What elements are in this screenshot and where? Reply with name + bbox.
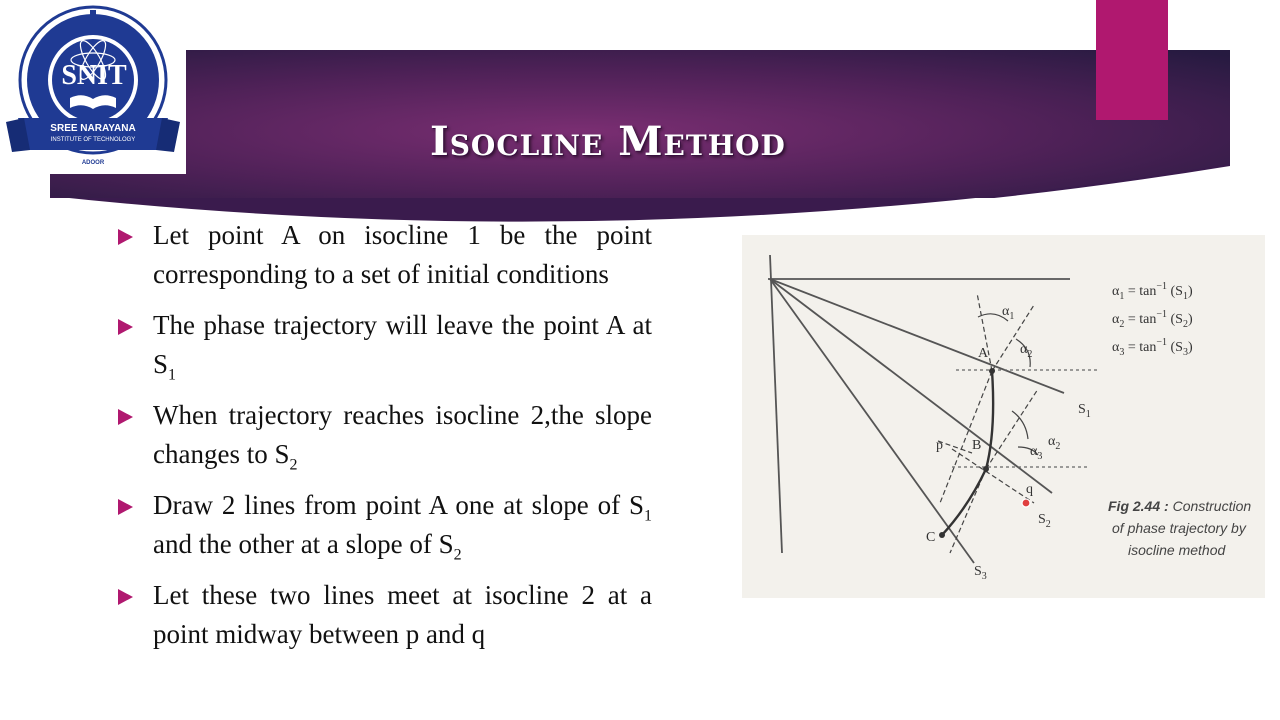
logo-place: ADOOR xyxy=(81,160,105,166)
bullet-arrow-icon xyxy=(118,319,133,335)
figure-caption-line3: isocline method xyxy=(1128,542,1226,558)
point-p-label: p xyxy=(936,438,943,453)
alpha1-label: $\alpha_1$ xyxy=(1002,304,1015,322)
logo-ring-text xyxy=(0,0,1,1)
bullet-item: Draw 2 lines from point A one at slope of $S_1$ and the other at a slope of $S_2$ xyxy=(118,486,652,563)
logo-abbrev: SNIT xyxy=(61,60,127,91)
s2-label: $S_2$ xyxy=(1038,512,1051,530)
slide-title: Isocline Method xyxy=(430,118,786,165)
equation-alpha1: $\alpha_1 = \tan^{-1} (S_1)$ xyxy=(1112,281,1193,302)
figure-caption-line2: of phase trajectory by xyxy=(1112,520,1246,536)
point-b-label: B xyxy=(972,438,982,453)
bullet-item: When trajectory reaches isocline 2,the slope changes to $S_2$ xyxy=(118,396,652,473)
point-q-label: q xyxy=(1026,482,1033,497)
bullet-arrow-icon xyxy=(118,499,133,515)
figure-caption-line1: Fig 2.44 : Construction xyxy=(1108,498,1252,514)
bullet-item: Let point A on isocline 1 be the point corresponding to a set of initial conditions xyxy=(118,216,652,293)
equation-alpha2: $\alpha_2 = \tan^{-1} (S_2)$ xyxy=(1112,309,1193,330)
alpha3-label: $\alpha_3$ xyxy=(1030,444,1043,462)
accent-tab xyxy=(1096,0,1168,120)
logo-name-line1: SREE NARAYANA xyxy=(50,123,136,134)
bullet-list xyxy=(118,216,652,666)
snit-logo xyxy=(0,0,186,174)
bullet-arrow-icon xyxy=(118,409,133,425)
bullet-arrow-icon xyxy=(118,589,133,605)
equation-alpha3: $\alpha_3 = \tan^{-1} (S_3)$ xyxy=(1112,337,1193,358)
s1-label: $S_1$ xyxy=(1078,402,1091,420)
point-a-label: A xyxy=(978,346,989,361)
bullet-item: The phase trajectory will leave the point A at $S_1$ xyxy=(118,306,652,383)
isocline-figure xyxy=(742,235,1265,598)
alpha2-label: $\alpha_2$ xyxy=(1020,342,1033,360)
logo-name-line2: INSTITUTE OF TECHNOLOGY xyxy=(50,137,136,143)
bullet-arrow-icon xyxy=(118,229,133,245)
bullet-item: Let these two lines meet at isocline 2 at a point midway between p and q xyxy=(118,576,652,653)
alpha2b-label: $\alpha_2$ xyxy=(1048,434,1061,452)
point-c-label: C xyxy=(926,530,936,545)
s3-label: $S_3$ xyxy=(974,564,987,582)
